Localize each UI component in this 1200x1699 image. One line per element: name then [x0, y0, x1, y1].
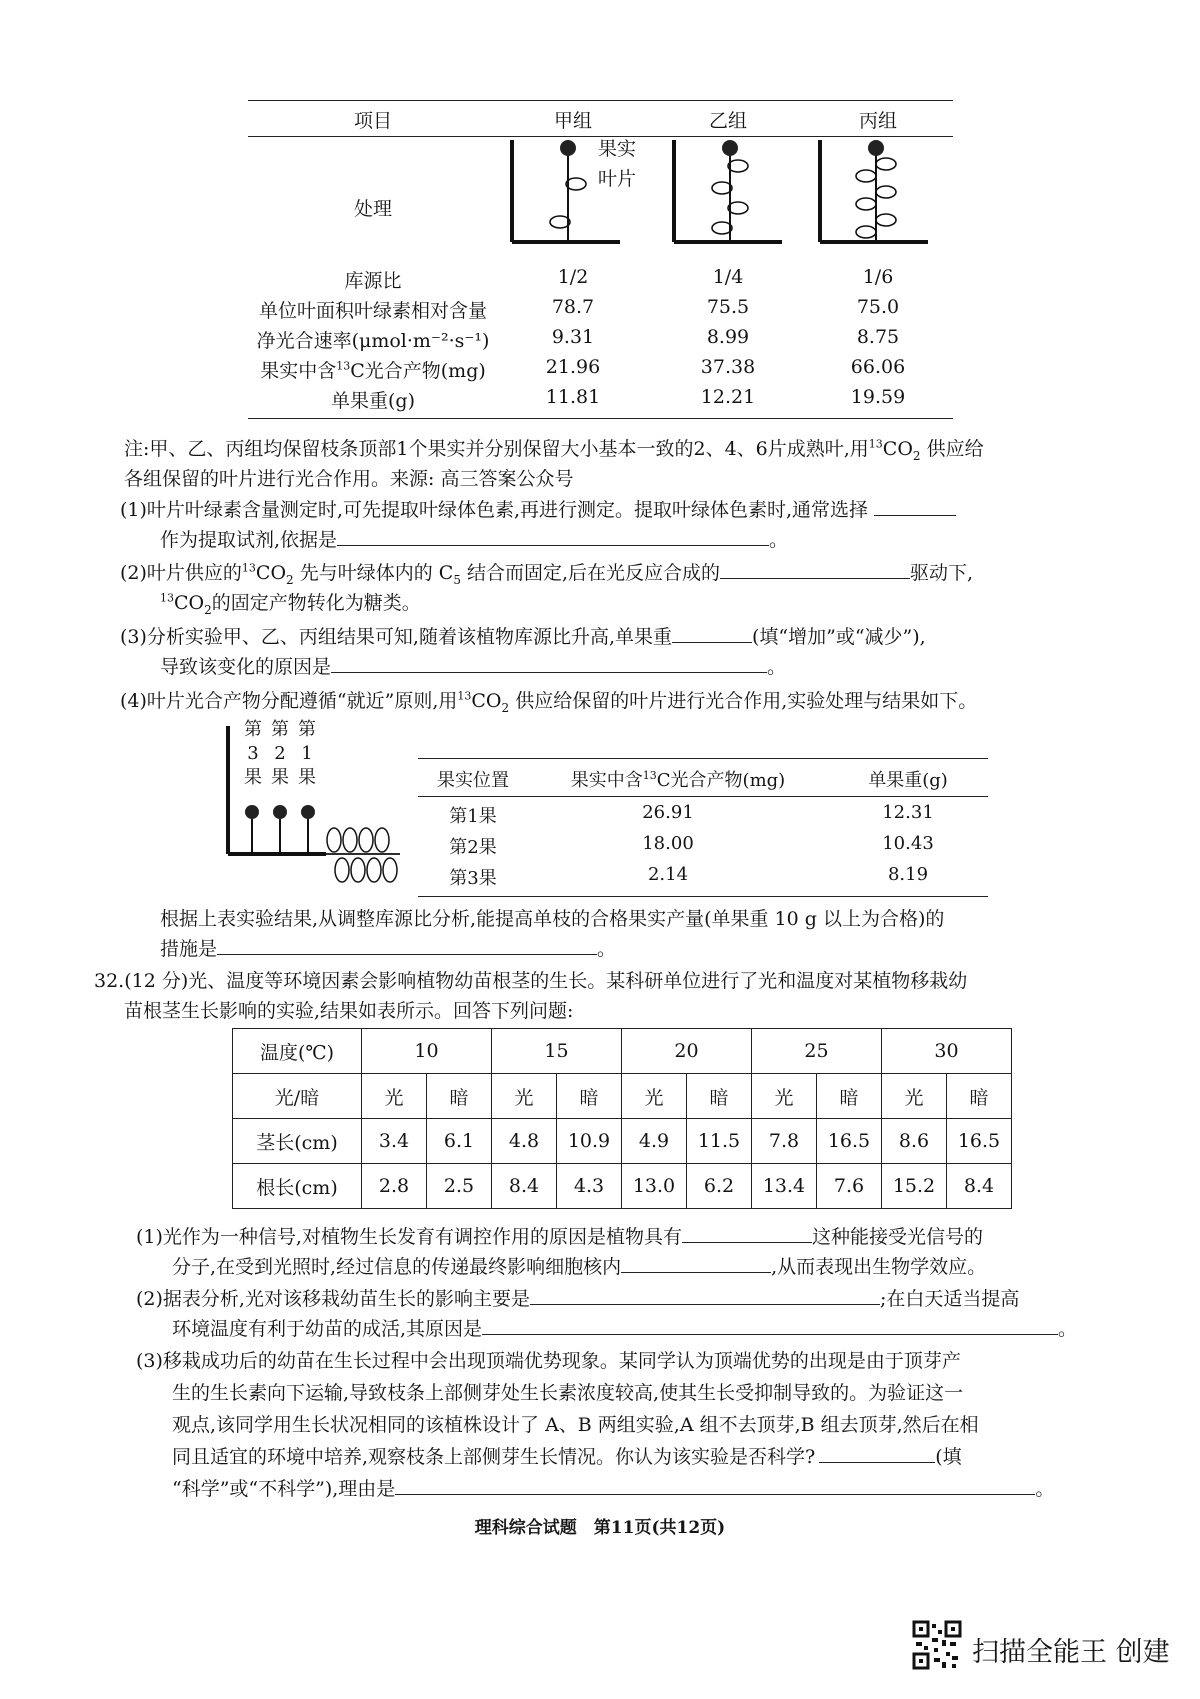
cell: 75.0	[856, 296, 900, 318]
row-label-sink-source: 库源比	[344, 270, 402, 292]
temp-label: 温度(℃)	[233, 1029, 362, 1074]
superscript: 13	[160, 591, 174, 605]
light-cell: 光	[492, 1074, 557, 1119]
q32-part1-line2	[172, 1252, 986, 1282]
superscript: 13	[457, 689, 472, 703]
cell: 7.6	[817, 1164, 882, 1209]
answer-blank[interactable]	[682, 1222, 812, 1243]
q32-part3-line3: 观点,该同学用生长状况相同的该植株设计了 A、B 两组实验,A 组不去顶芽,B 组去顶芽,然后在相	[172, 1414, 979, 1436]
char: 2	[274, 743, 286, 764]
text: 导致该变化的原因是	[160, 656, 332, 678]
q31-part2-line2	[160, 588, 421, 618]
note-line-2: 各组保留的叶片进行光合作用。来源: 高三答案公众号	[124, 468, 574, 490]
cell: 4.9	[622, 1119, 687, 1164]
cell: 7.8	[752, 1119, 817, 1164]
dark-cell: 暗	[817, 1074, 882, 1119]
q31-part1-line2	[160, 525, 788, 555]
cell: 2.5	[427, 1164, 492, 1209]
diagram-label-fruit: 果实	[598, 138, 637, 160]
char: 1	[301, 743, 313, 764]
cell: 21.96	[545, 356, 601, 378]
char: 果	[244, 767, 262, 788]
superscript: 13	[241, 561, 256, 575]
header-item: 项目	[353, 110, 392, 132]
cell: 8.6	[882, 1119, 947, 1164]
cell: 2.14	[647, 864, 689, 885]
text: (1)光作为一种信号,对植物生长发育有调控作用的原因是植物具有	[136, 1226, 682, 1248]
row-label-net-photosynthesis: 净光合速率(μmol·m⁻²·s⁻¹)	[256, 330, 490, 352]
cell: 第2果	[449, 837, 497, 858]
light-cell: 光	[882, 1074, 947, 1119]
text: (2)叶片供应的	[120, 562, 242, 584]
cell: 11.81	[545, 386, 601, 408]
diagram-label-leaf: 叶片	[598, 168, 637, 190]
text: (1)叶片叶绿素含量测定时,可先提取叶绿体色素,再进行测定。提取叶绿体色素时,通常选择	[120, 499, 869, 521]
cell: 18.00	[642, 833, 694, 854]
table-row	[233, 1029, 1012, 1074]
q31-part3-line2	[160, 652, 786, 682]
superscript: 13	[642, 769, 657, 782]
cell: 8.4	[492, 1164, 557, 1209]
text: 作为提取试剂,依据是	[160, 529, 338, 551]
cell: 1/6	[862, 266, 894, 288]
temp-20: 20	[622, 1029, 752, 1074]
cell: 10.9	[557, 1119, 622, 1164]
table-row	[233, 1119, 1012, 1164]
q31-part4-conclusion-line2	[160, 934, 616, 964]
q32-intro-line2: 苗根茎生长影响的实验,结果如表所示。回答下列问题:	[124, 1000, 574, 1022]
answer-blank[interactable]	[331, 652, 767, 673]
cell: 第3果	[449, 868, 497, 889]
q31-part3-line1	[120, 622, 926, 652]
plant-diagram-c	[818, 138, 938, 250]
text: 分子,在受到光照时,经过信息的传递最终影响细胞核内	[172, 1256, 622, 1278]
temp-15: 15	[492, 1029, 622, 1074]
cell: 6.2	[687, 1164, 752, 1209]
cell: 12.21	[700, 386, 756, 408]
char: 第	[298, 719, 316, 740]
text: 注:甲、乙、丙组均保留枝条顶部1个果实并分别保留大小基本一致的2、4、6片成熟叶,用	[124, 438, 869, 460]
text: (填	[935, 1446, 962, 1468]
text: C光合产物(mg)	[656, 770, 786, 791]
superscript: 13	[868, 437, 883, 451]
q32-part2-line2	[172, 1314, 1077, 1344]
header-position: 果实位置	[437, 770, 509, 791]
cell: 4.8	[492, 1119, 557, 1164]
cell: 12.31	[882, 802, 934, 823]
cell: 66.06	[850, 356, 906, 378]
cell: 19.59	[850, 386, 906, 408]
text: (2)据表分析,光对该移栽幼苗生长的影响主要是	[136, 1288, 530, 1310]
cell: 78.7	[551, 296, 595, 318]
cell: 2.8	[362, 1164, 427, 1209]
plant-diagram-b	[672, 138, 792, 250]
dark-cell: 暗	[557, 1074, 622, 1119]
char: 第	[271, 719, 289, 740]
q32-part3-line5	[172, 1474, 1054, 1504]
row-label-fruit-weight: 单果重(g)	[331, 390, 415, 412]
watermark-text: 扫描全能王 创建	[972, 1637, 1170, 1668]
cell: 15.2	[882, 1164, 947, 1209]
cell: 8.99	[706, 326, 750, 348]
cell: 8.19	[887, 864, 929, 885]
q32-part3-line4	[172, 1442, 962, 1472]
superscript: 13	[336, 359, 351, 373]
cell: 26.91	[642, 802, 694, 823]
header-fruit-weight: 单果重(g)	[868, 770, 948, 791]
text: CO	[882, 438, 913, 460]
text: CO	[255, 562, 287, 584]
temp-25: 25	[752, 1029, 882, 1074]
cell: 16.5	[947, 1119, 1012, 1164]
cell: 9.31	[551, 326, 595, 348]
answer-blank[interactable]	[530, 1284, 880, 1305]
cell: 37.38	[700, 356, 756, 378]
row-label-chlorophyll: 单位叶面积叶绿素相对含量	[258, 300, 487, 322]
cell: 8.75	[856, 326, 900, 348]
header-group-b: 乙组	[708, 110, 747, 132]
dark-cell: 暗	[687, 1074, 752, 1119]
q32-part3-line1: (3)移栽成功后的幼苗在生长过程中会出现顶端优势现象。某同学认为顶端优势的出现是由于顶芽产	[136, 1350, 961, 1372]
temp-30: 30	[882, 1029, 1012, 1074]
cell: 第1果	[449, 806, 497, 827]
q32-part2-line1	[136, 1284, 1019, 1314]
subscript: 2	[204, 602, 212, 617]
text: 措施是	[160, 938, 218, 960]
subscript: 5	[453, 572, 461, 587]
dark-cell: 暗	[947, 1074, 1012, 1119]
text: 同且适宜的环境中培养,观察枝条上部侧芽生长情况。你认为该实验是否科学?	[172, 1446, 816, 1468]
answer-blank[interactable]	[217, 934, 597, 955]
stem-label: 茎长(cm)	[233, 1119, 362, 1164]
light-cell: 光	[362, 1074, 427, 1119]
subscript: 2	[286, 572, 294, 587]
answer-blank[interactable]	[874, 495, 956, 516]
table-bottom-rule	[248, 418, 953, 419]
answer-blank[interactable]	[337, 525, 769, 546]
text: (3)分析实验甲、乙、丙组结果可知,随着该植物库源比升高,单果重	[120, 626, 672, 648]
header-group-a: 甲组	[553, 110, 592, 132]
cell: 1/4	[712, 266, 744, 288]
table-row	[233, 1074, 1012, 1119]
answer-blank[interactable]	[621, 1252, 771, 1273]
label-part: 果实中含	[260, 360, 337, 382]
header-c13-product	[548, 766, 808, 792]
label-part: C光合产物(mg)	[350, 360, 486, 382]
cell: 8.4	[947, 1164, 1012, 1209]
cell: 1/2	[557, 266, 589, 288]
q31-part2-line1	[120, 558, 973, 588]
text: 结合而固定,后在光反应合成的	[460, 562, 721, 584]
answer-blank[interactable]	[819, 1442, 935, 1463]
q32-intro-line1: 32.(12 分)光、温度等环境因素会影响植物幼苗根茎的生长。某科研单位进行了光和温度对某植物移栽幼	[94, 970, 968, 992]
qr-code-icon	[912, 1620, 962, 1670]
q31-part4-line1	[120, 686, 977, 716]
text: 。	[1058, 1318, 1078, 1340]
dark-cell: 暗	[427, 1074, 492, 1119]
cell: 3.4	[362, 1119, 427, 1164]
note-line-1	[124, 434, 984, 464]
treatment-label: 处理	[353, 198, 392, 220]
light-dark-label: 光/暗	[233, 1074, 362, 1119]
text: 驱动下,	[910, 562, 974, 584]
text: 果实中含	[570, 770, 643, 791]
text: ;在白天适当提高	[879, 1288, 1020, 1310]
page-footer: 理科综合试题 第11页(共12页)	[474, 1518, 726, 1538]
text: 供应给保留的叶片进行光合作用,实验处理与结果如下。	[509, 690, 978, 712]
light-temperature-table	[232, 1028, 1012, 1209]
text: “科学”或“不科学”),理由是	[172, 1478, 396, 1500]
cell: 75.5	[706, 296, 750, 318]
table-row	[233, 1164, 1012, 1209]
text: 这种能接受光信号的	[811, 1226, 983, 1248]
text: 。	[769, 529, 789, 551]
text: (填“增加”或“减少”),	[752, 626, 926, 648]
header-rule	[418, 796, 988, 797]
q32-part3-line2: 生的生长素向下运输,导致枝条上部侧芽处生长素浓度较高,使其生长受抑制导致的。为验证这一	[172, 1382, 964, 1404]
answer-blank[interactable]	[482, 1314, 1058, 1335]
subscript: 2	[501, 700, 510, 715]
table-top-rule	[418, 758, 988, 759]
char: 第	[244, 719, 262, 740]
char: 果	[271, 767, 289, 788]
char: 3	[247, 743, 259, 764]
answer-blank[interactable]	[395, 1474, 1035, 1495]
q31-part1-line1	[120, 495, 956, 525]
text: 。	[767, 656, 787, 678]
root-label: 根长(cm)	[233, 1164, 362, 1209]
table-top-rule	[248, 100, 953, 101]
row-label-c13-product	[248, 356, 498, 383]
text: 。	[1035, 1478, 1055, 1500]
text: 环境温度有利于幼苗的成活,其原因是	[172, 1318, 483, 1340]
cell: 13.0	[622, 1164, 687, 1209]
header-group-c: 丙组	[858, 110, 897, 132]
text: 。	[597, 938, 617, 960]
cell: 11.5	[687, 1119, 752, 1164]
answer-blank[interactable]	[720, 558, 910, 579]
branch-diagram	[224, 726, 404, 886]
text: 供应给	[920, 438, 984, 460]
temp-10: 10	[362, 1029, 492, 1074]
text: (4)叶片光合产物分配遵循“就近”原则,用	[120, 690, 458, 712]
cell: 13.4	[752, 1164, 817, 1209]
cell: 10.43	[882, 833, 934, 854]
q31-part4-conclusion-line1: 根据上表实验结果,从调整库源比分析,能提高单枝的合格果实产量(单果重 10 g 以上为合格)的	[160, 908, 945, 930]
light-cell: 光	[752, 1074, 817, 1119]
light-cell: 光	[622, 1074, 687, 1119]
table-bottom-rule	[418, 896, 988, 897]
text: 的固定产物转化为糖类。	[211, 592, 421, 614]
subscript: 2	[912, 448, 921, 463]
cell: 16.5	[817, 1119, 882, 1164]
text: ,从而表现出生物学效应。	[771, 1256, 987, 1278]
cell: 6.1	[427, 1119, 492, 1164]
answer-blank[interactable]	[672, 622, 752, 643]
cell: 4.3	[557, 1164, 622, 1209]
text: 先与叶绿体内的 C	[293, 562, 454, 584]
text: CO	[174, 592, 205, 614]
q32-part1-line1	[136, 1222, 983, 1252]
char: 果	[298, 767, 316, 788]
text: CO	[471, 690, 502, 712]
